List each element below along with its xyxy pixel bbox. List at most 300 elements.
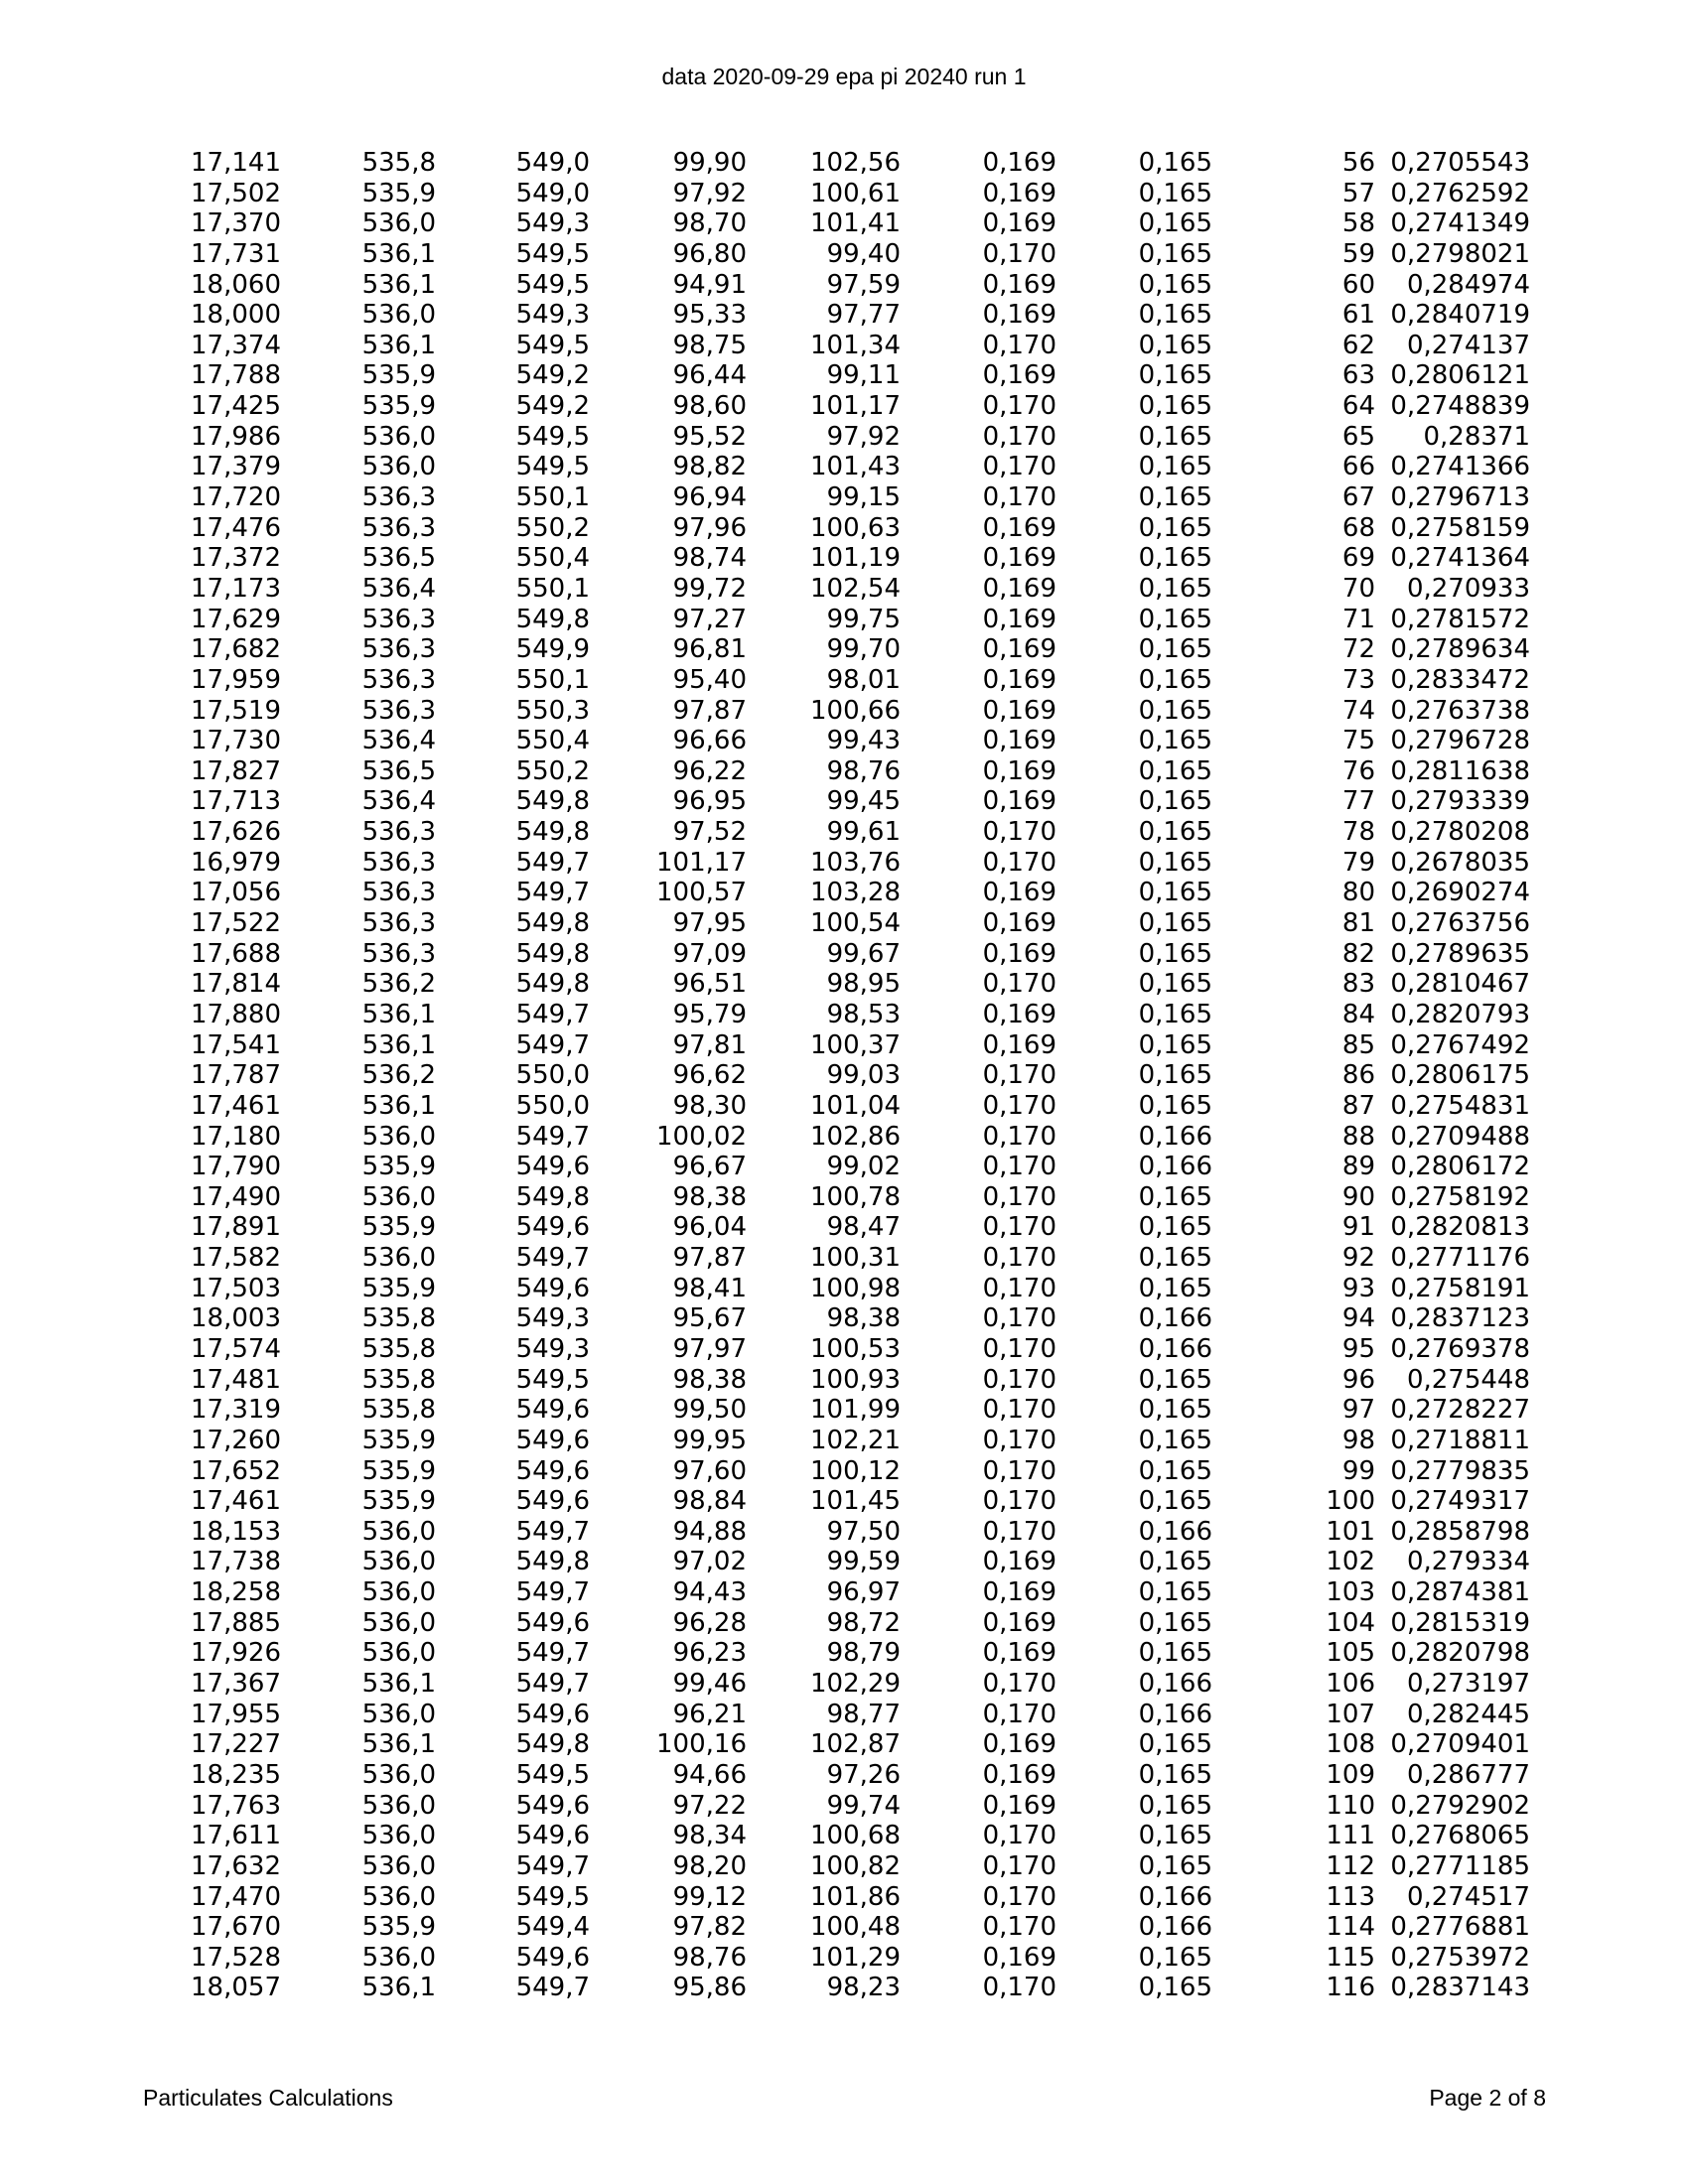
table-row: [179, 360, 1530, 391]
table-cell: 95,79: [672, 999, 747, 1029]
table-cell: 98,76: [672, 1942, 747, 1973]
table-cell: 0,2811638: [1390, 755, 1530, 786]
table-cell: 0,166: [1138, 1152, 1212, 1182]
table-cell: 0,2758192: [1390, 1181, 1530, 1212]
table-cell: 0,2837123: [1390, 1303, 1530, 1334]
table-cell: 97,96: [672, 512, 747, 543]
table-cell: 101,45: [810, 1486, 901, 1517]
table-cell: 18,000: [191, 300, 281, 331]
table-cell: 0,165: [1138, 969, 1212, 1000]
table-cell: 66: [1341, 452, 1375, 482]
table-cell: 101,04: [810, 1090, 901, 1121]
table-cell: 97,59: [826, 269, 901, 300]
footer-page-number: Page 2 of 8: [1429, 2085, 1546, 2111]
table-cell: 17,787: [191, 1060, 281, 1091]
table-cell: 0,169: [982, 878, 1056, 908]
table-cell: 536,2: [361, 1060, 436, 1091]
table-cell: 17,425: [191, 391, 281, 422]
table-cell: 95,40: [672, 664, 747, 695]
table-cell: 17,461: [191, 1090, 281, 1121]
table-cell: 0,274517: [1406, 1881, 1530, 1912]
table-cell: 99,61: [826, 817, 901, 848]
table-cell: 92: [1341, 1243, 1375, 1274]
table-cell: 536,0: [361, 1790, 436, 1821]
table-cell: 96,80: [672, 238, 747, 269]
table-cell: 101,41: [810, 208, 901, 239]
table-cell: 549,0: [515, 178, 590, 208]
table-cell: 0,2771185: [1390, 1850, 1530, 1881]
table-cell: 0,165: [1138, 1364, 1212, 1395]
table-row: [179, 1700, 1530, 1730]
table-cell: 536,1: [361, 238, 436, 269]
table-cell: 536,1: [361, 1729, 436, 1760]
table-row: [179, 1091, 1530, 1122]
table-cell: 59: [1341, 238, 1375, 269]
table-cell: 0,2820793: [1390, 999, 1530, 1029]
table-cell: 0,170: [982, 1152, 1056, 1182]
table-cell: 18,153: [191, 1516, 281, 1547]
table-cell: 17,891: [191, 1212, 281, 1243]
table-cell: 536,0: [361, 1881, 436, 1912]
table-cell: 98,95: [826, 969, 901, 1000]
table-cell: 0,2763738: [1390, 695, 1530, 726]
table-cell: 0,2769378: [1390, 1333, 1530, 1364]
table-cell: 536,1: [361, 1973, 436, 2003]
table-row: [179, 969, 1530, 1000]
table-cell: 116: [1326, 1973, 1375, 2003]
table-cell: 99,75: [826, 604, 901, 634]
table-cell: 0,165: [1138, 1090, 1212, 1121]
table-row: [179, 665, 1530, 696]
footer-document-title: Particulates Calculations: [143, 2085, 393, 2111]
table-cell: 549,6: [515, 1607, 590, 1638]
table-cell: 549,6: [515, 1395, 590, 1426]
table-cell: 549,5: [515, 238, 590, 269]
table-cell: 535,9: [361, 1152, 436, 1182]
table-cell: 97,77: [826, 300, 901, 331]
table-row: [179, 1243, 1530, 1274]
table-cell: 536,3: [361, 908, 436, 939]
table-cell: 99,12: [672, 1881, 747, 1912]
table-cell: 0,170: [982, 1486, 1056, 1517]
table-cell: 17,670: [191, 1912, 281, 1943]
table-cell: 0,165: [1138, 634, 1212, 665]
table-cell: 89: [1341, 1152, 1375, 1182]
table-cell: 0,165: [1138, 482, 1212, 513]
table-cell: 17,141: [191, 148, 281, 178]
table-cell: 0,170: [982, 1212, 1056, 1243]
table-cell: 104: [1326, 1607, 1375, 1638]
table-cell: 17,582: [191, 1243, 281, 1274]
table-cell: 536,5: [361, 543, 436, 574]
table-cell: 0,166: [1138, 1699, 1212, 1729]
table-cell: 100,12: [810, 1455, 901, 1486]
table-cell: 549,7: [515, 878, 590, 908]
table-cell: 81: [1341, 908, 1375, 939]
table-cell: 0,170: [982, 847, 1056, 878]
table-cell: 17,738: [191, 1547, 281, 1577]
table-cell: 0,165: [1138, 786, 1212, 817]
table-cell: 17,173: [191, 573, 281, 604]
table-cell: 535,9: [361, 1486, 436, 1517]
table-row: [179, 331, 1530, 361]
table-row: [179, 908, 1530, 939]
table-cell: 536,0: [361, 1243, 436, 1274]
table-cell: 0,165: [1138, 1607, 1212, 1638]
table-cell: 98,60: [672, 391, 747, 422]
table-cell: 549,7: [515, 999, 590, 1029]
table-cell: 0,2780208: [1390, 817, 1530, 848]
table-cell: 0,165: [1138, 421, 1212, 452]
table-cell: 80: [1341, 878, 1375, 908]
table-cell: 536,0: [361, 1638, 436, 1669]
table-cell: 0,2833472: [1390, 664, 1530, 695]
table-cell: 0,170: [982, 1364, 1056, 1395]
table-cell: 17,502: [191, 178, 281, 208]
table-row: [179, 513, 1530, 544]
table-cell: 536,1: [361, 999, 436, 1029]
table-cell: 0,2806121: [1390, 360, 1530, 391]
table-cell: 98,79: [826, 1638, 901, 1669]
table-cell: 65: [1341, 421, 1375, 452]
table-cell: 0,165: [1138, 604, 1212, 634]
table-cell: 17,955: [191, 1699, 281, 1729]
table-cell: 549,6: [515, 1699, 590, 1729]
table-cell: 549,6: [515, 1790, 590, 1821]
table-cell: 536,0: [361, 1181, 436, 1212]
table-cell: 0,170: [982, 1121, 1056, 1152]
table-cell: 0,165: [1138, 452, 1212, 482]
table-cell: 74: [1341, 695, 1375, 726]
table-cell: 535,9: [361, 1273, 436, 1303]
table-cell: 0,165: [1138, 208, 1212, 239]
table-cell: 96,94: [672, 482, 747, 513]
table-cell: 0,169: [982, 1638, 1056, 1669]
table-cell: 549,8: [515, 969, 590, 1000]
table-cell: 0,170: [982, 1669, 1056, 1700]
table-cell: 549,7: [515, 1516, 590, 1547]
table-cell: 0,165: [1138, 1060, 1212, 1091]
table-cell: 84: [1341, 999, 1375, 1029]
table-cell: 536,3: [361, 604, 436, 634]
table-row: [179, 1395, 1530, 1426]
table-cell: 98,01: [826, 664, 901, 695]
table-cell: 0,2728227: [1390, 1395, 1530, 1426]
table-cell: 0,170: [982, 1973, 1056, 2003]
table-cell: 103,28: [810, 878, 901, 908]
table-cell: 0,166: [1138, 1333, 1212, 1364]
table-cell: 90: [1341, 1181, 1375, 1212]
table-cell: 18,258: [191, 1577, 281, 1608]
table-cell: 99,15: [826, 482, 901, 513]
table-cell: 0,170: [982, 1455, 1056, 1486]
table-row: [179, 1456, 1530, 1487]
table-cell: 536,4: [361, 573, 436, 604]
table-cell: 101,34: [810, 330, 901, 360]
table-cell: 60: [1341, 269, 1375, 300]
table-cell: 0,279334: [1406, 1547, 1530, 1577]
table-cell: 17,926: [191, 1638, 281, 1669]
table-cell: 535,9: [361, 178, 436, 208]
table-cell: 0,169: [982, 726, 1056, 756]
table-cell: 549,7: [515, 1029, 590, 1060]
table-cell: 17,490: [191, 1181, 281, 1212]
table-cell: 102,29: [810, 1669, 901, 1700]
table-cell: 101,17: [656, 847, 747, 878]
table-cell: 17,731: [191, 238, 281, 269]
table-cell: 535,8: [361, 1303, 436, 1334]
table-cell: 97,97: [672, 1333, 747, 1364]
table-row: [179, 1821, 1530, 1851]
table-cell: 98: [1341, 1425, 1375, 1455]
table-cell: 0,2806172: [1390, 1152, 1530, 1182]
table-cell: 17,319: [191, 1395, 281, 1426]
table-cell: 0,170: [982, 1912, 1056, 1943]
table-row: [179, 817, 1530, 848]
table-cell: 108: [1326, 1729, 1375, 1760]
table-cell: 97,87: [672, 1243, 747, 1274]
table-cell: 17,730: [191, 726, 281, 756]
table-cell: 18,003: [191, 1303, 281, 1334]
table-cell: 0,165: [1138, 726, 1212, 756]
table-cell: 106: [1326, 1669, 1375, 1700]
table-cell: 0,2815319: [1390, 1607, 1530, 1638]
table-cell: 100,98: [810, 1273, 901, 1303]
table-cell: 536,2: [361, 969, 436, 1000]
table-cell: 17,790: [191, 1152, 281, 1182]
table-cell: 17,476: [191, 512, 281, 543]
table-cell: 110: [1326, 1790, 1375, 1821]
table-cell: 550,2: [515, 755, 590, 786]
table-cell: 0,170: [982, 330, 1056, 360]
table-cell: 0,169: [982, 543, 1056, 574]
table-cell: 536,3: [361, 482, 436, 513]
table-cell: 69: [1341, 543, 1375, 574]
table-cell: 0,165: [1138, 269, 1212, 300]
table-cell: 99,11: [826, 360, 901, 391]
table-cell: 0,169: [982, 1942, 1056, 1973]
table-cell: 0,165: [1138, 908, 1212, 939]
table-row: [179, 1212, 1530, 1243]
table-cell: 100,54: [810, 908, 901, 939]
table-cell: 68: [1341, 512, 1375, 543]
table-cell: 535,9: [361, 1212, 436, 1243]
table-cell: 113: [1326, 1881, 1375, 1912]
table-cell: 0,2820798: [1390, 1638, 1530, 1669]
table-cell: 98,76: [826, 755, 901, 786]
table-cell: 96,95: [672, 786, 747, 817]
table-cell: 96,81: [672, 634, 747, 665]
table-cell: 99,03: [826, 1060, 901, 1091]
page-header-title: data 2020-09-29 epa pi 20240 run 1: [661, 64, 1027, 89]
table-cell: 0,2754831: [1390, 1090, 1530, 1121]
table-cell: 95,33: [672, 300, 747, 331]
table-cell: 99,67: [826, 938, 901, 969]
table-row: [179, 1334, 1530, 1365]
table-cell: 0,165: [1138, 1850, 1212, 1881]
table-cell: 100,78: [810, 1181, 901, 1212]
table-cell: 97: [1341, 1395, 1375, 1426]
table-cell: 96,04: [672, 1212, 747, 1243]
table-cell: 0,2840719: [1390, 300, 1530, 331]
table-cell: 101,17: [810, 391, 901, 422]
table-cell: 100,66: [810, 695, 901, 726]
table-cell: 549,7: [515, 1973, 590, 2003]
table-cell: 0,2858798: [1390, 1516, 1530, 1547]
table-row: [179, 300, 1530, 331]
table-cell: 97,27: [672, 604, 747, 634]
table-cell: 96,67: [672, 1152, 747, 1182]
table-cell: 550,4: [515, 543, 590, 574]
table-row: [179, 543, 1530, 574]
table-row: [179, 1060, 1530, 1091]
table-cell: 96,66: [672, 726, 747, 756]
table-cell: 101,99: [810, 1395, 901, 1426]
table-cell: 0,165: [1138, 512, 1212, 543]
table-cell: 98,84: [672, 1486, 747, 1517]
table-cell: 100,48: [810, 1912, 901, 1943]
table-cell: 550,0: [515, 1090, 590, 1121]
table-cell: 0,165: [1138, 1029, 1212, 1060]
table-cell: 0,170: [982, 1395, 1056, 1426]
table-cell: 0,2748839: [1390, 391, 1530, 422]
table-cell: 17,374: [191, 330, 281, 360]
table-cell: 536,3: [361, 847, 436, 878]
table-cell: 96,51: [672, 969, 747, 1000]
table-cell: 102,56: [810, 148, 901, 178]
table-cell: 549,5: [515, 1364, 590, 1395]
table-cell: 78: [1341, 817, 1375, 848]
table-cell: 0,165: [1138, 695, 1212, 726]
table-cell: 0,170: [982, 1060, 1056, 1091]
table-cell: 115: [1326, 1942, 1375, 1973]
table-cell: 536,4: [361, 786, 436, 817]
table-cell: 96,28: [672, 1607, 747, 1638]
table-row: [179, 482, 1530, 513]
table-cell: 0,166: [1138, 1121, 1212, 1152]
table-row: [179, 1486, 1530, 1517]
table-cell: 0,165: [1138, 1942, 1212, 1973]
table-cell: 535,8: [361, 1333, 436, 1364]
table-cell: 98,38: [672, 1364, 747, 1395]
table-cell: 0,170: [982, 1333, 1056, 1364]
table-cell: 0,275448: [1406, 1364, 1530, 1395]
table-cell: 0,270933: [1406, 573, 1530, 604]
table-cell: 0,170: [982, 1850, 1056, 1881]
table-cell: 0,273197: [1406, 1669, 1530, 1700]
table-cell: 98,70: [672, 208, 747, 239]
table-cell: 94: [1341, 1303, 1375, 1334]
table-cell: 549,6: [515, 1821, 590, 1851]
table-cell: 0,165: [1138, 573, 1212, 604]
table-cell: 0,169: [982, 512, 1056, 543]
table-cell: 98,38: [672, 1181, 747, 1212]
table-cell: 100,82: [810, 1850, 901, 1881]
table-cell: 549,6: [515, 1273, 590, 1303]
table-cell: 18,060: [191, 269, 281, 300]
table-cell: 96,97: [826, 1577, 901, 1608]
table-cell: 549,5: [515, 330, 590, 360]
table-cell: 0,169: [982, 360, 1056, 391]
table-cell: 17,503: [191, 1273, 281, 1303]
table-cell: 0,169: [982, 1607, 1056, 1638]
table-cell: 536,1: [361, 330, 436, 360]
table-cell: 550,0: [515, 1060, 590, 1091]
table-cell: 0,166: [1138, 1912, 1212, 1943]
table-cell: 0,165: [1138, 238, 1212, 269]
table-cell: 0,170: [982, 1425, 1056, 1455]
table-cell: 535,8: [361, 1364, 436, 1395]
table-cell: 0,2771176: [1390, 1243, 1530, 1274]
table-cell: 75: [1341, 726, 1375, 756]
table-cell: 99,46: [672, 1669, 747, 1700]
table-cell: 100,57: [656, 878, 747, 908]
table-cell: 0,169: [982, 1547, 1056, 1577]
table-cell: 0,170: [982, 817, 1056, 848]
table-cell: 550,2: [515, 512, 590, 543]
table-cell: 87: [1341, 1090, 1375, 1121]
table-cell: 0,170: [982, 1303, 1056, 1334]
table-cell: 0,2789634: [1390, 634, 1530, 665]
table-cell: 0,165: [1138, 1212, 1212, 1243]
table-cell: 0,2776881: [1390, 1912, 1530, 1943]
table-cell: 99,50: [672, 1395, 747, 1426]
table-cell: 98,41: [672, 1273, 747, 1303]
table-cell: 17,481: [191, 1364, 281, 1395]
table-cell: 99,40: [826, 238, 901, 269]
table-cell: 549,7: [515, 1850, 590, 1881]
table-cell: 549,0: [515, 148, 590, 178]
table-cell: 96,44: [672, 360, 747, 391]
table-cell: 0,165: [1138, 543, 1212, 574]
table-cell: 109: [1326, 1759, 1375, 1790]
table-cell: 77: [1341, 786, 1375, 817]
table-cell: 536,1: [361, 1029, 436, 1060]
table-cell: 98,82: [672, 452, 747, 482]
table-cell: 96,23: [672, 1638, 747, 1669]
table-cell: 88: [1341, 1121, 1375, 1152]
table-cell: 17,986: [191, 421, 281, 452]
table-cell: 549,7: [515, 1121, 590, 1152]
table-cell: 98,75: [672, 330, 747, 360]
table-cell: 0,169: [982, 786, 1056, 817]
table-cell: 102,21: [810, 1425, 901, 1455]
table-cell: 58: [1341, 208, 1375, 239]
table-row: [179, 878, 1530, 908]
table-cell: 0,2798021: [1390, 238, 1530, 269]
table-cell: 550,3: [515, 695, 590, 726]
table-cell: 0,170: [982, 1821, 1056, 1851]
table-cell: 536,0: [361, 1699, 436, 1729]
table-cell: 99,02: [826, 1152, 901, 1182]
table-cell: 0,170: [982, 482, 1056, 513]
table-cell: 17,682: [191, 634, 281, 665]
table-cell: 85: [1341, 1029, 1375, 1060]
table-cell: 536,0: [361, 300, 436, 331]
table-cell: 0,165: [1138, 847, 1212, 878]
table-cell: 17,763: [191, 1790, 281, 1821]
table-cell: 0,165: [1138, 1455, 1212, 1486]
table-cell: 63: [1341, 360, 1375, 391]
table-row: [179, 148, 1530, 179]
table-cell: 100,31: [810, 1243, 901, 1274]
table-cell: 0,2762592: [1390, 178, 1530, 208]
table-cell: 0,170: [982, 1699, 1056, 1729]
table-cell: 536,0: [361, 452, 436, 482]
table-cell: 98,77: [826, 1699, 901, 1729]
table-cell: 0,169: [982, 148, 1056, 178]
table-cell: 0,2789635: [1390, 938, 1530, 969]
